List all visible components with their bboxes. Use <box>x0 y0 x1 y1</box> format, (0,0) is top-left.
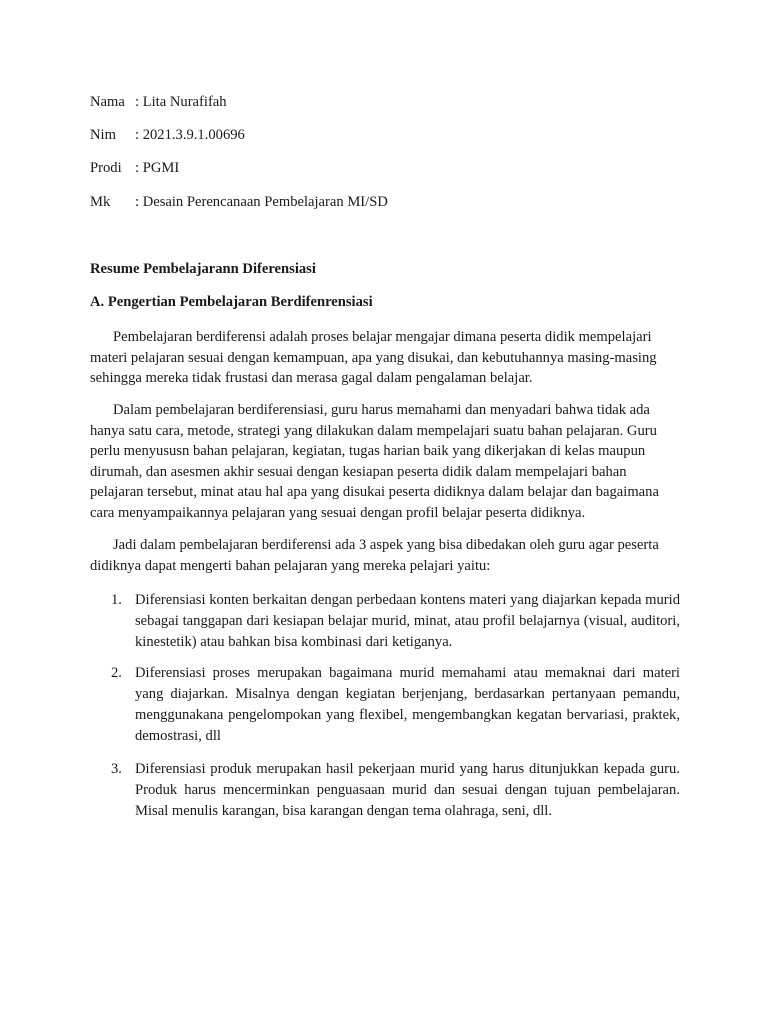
paragraph: Jadi dalam pembelajaran berdiferensi ada 3 aspek yang bisa dibedakan oleh guru agar peserta didiknya dapat mengerti bahan pelajaran yang mereka pelajari yaitu: <box>90 537 659 574</box>
document-title: Resume Pembelajarann Diferensiasi <box>90 261 316 277</box>
list-number: 3. <box>111 761 122 777</box>
list-text: Diferensiasi konten berkaitan dengan perbedaan kontens materi yang diajarkan kepada murid sebagai tanggapan dari kesiapan belajar murid, minat, atau profil belajarnya (visual, auditori, kinestetik) atau bahkan bisa kombinasi dari ketiganya. <box>135 592 680 650</box>
identity-value: : PGMI <box>135 160 180 176</box>
identity-row-nim <box>90 125 245 145</box>
list-number: 1. <box>111 592 122 608</box>
aspect-list <box>90 590 680 653</box>
paragraph: Pembelajaran berdiferensi adalah proses belajar mengajar dimana peserta didik mempelajari materi pelajaran sesuai dengan kemampuan, apa yang disukai, dan kebutuhannya masing-masing sehingga mereka tidak frustasi dan merasa gagal dalam pengalaman belajar. <box>90 329 657 387</box>
paragraph: Dalam pembelajaran berdiferensiasi, guru harus memahami dan menyadari bahwa tidak ada hanya satu cara, metode, strategi yang dilakukan dalam mempelajari suatu bahan pelajaran. Guru perlu menyususn bahan pelajaran, kegiatan, tugas harian baik yang dikerjakan di kelas maupun dirumah, dan asesmen akhir sesuai dengan kesiapan peserta didik dalam mempelajari bahan pelajaran tersebut, minat atau hal apa yang disukai peserta didiknya dalam belajar dan bagaimana cara menyampaikannya pelajaran yang sesuai dengan profil belajar peserta didiknya. <box>90 402 659 521</box>
identity-row-mk <box>90 192 388 212</box>
identity-label: Mk <box>90 194 111 210</box>
list-item <box>90 759 680 822</box>
identity-row-prodi <box>90 158 179 178</box>
identity-label: Prodi <box>90 160 122 176</box>
identity-value: : Desain Perencanaan Pembelajaran MI/SD <box>135 194 388 210</box>
identity-value: : 2021.3.9.1.00696 <box>135 127 245 143</box>
aspect-list <box>90 759 680 822</box>
section-heading: A. Pengertian Pembelajaran Berdifenrensiasi <box>90 294 373 310</box>
list-text: Diferensiasi produk merupakan hasil pekerjaan murid yang harus ditunjukkan kepada guru. Produk harus mencerminkan penguasaan murid dan sesuai dengan tujuan pembelajaran. Misal menulis karangan, bisa karangan dengan tema olahraga, seni, dll. <box>135 761 680 819</box>
list-number: 2. <box>111 665 122 681</box>
identity-label: Nim <box>90 127 116 143</box>
aspect-list <box>90 663 680 747</box>
list-item <box>90 590 680 653</box>
identity-row-nama <box>90 92 227 112</box>
list-item <box>90 663 680 747</box>
identity-label: Nama <box>90 94 125 110</box>
list-text: Diferensiasi proses merupakan bagaimana murid memahami atau memaknai dari materi yang diajarkan. Misalnya dengan kegiatan berjenjang, berdasarkan pertanyaan pemandu, menggunakana pengelompokan yang flexibel, mengembangkan kegatan bervariasi, praktek, demostrasi, dll <box>135 665 680 744</box>
identity-value: : Lita Nurafifah <box>135 94 227 110</box>
